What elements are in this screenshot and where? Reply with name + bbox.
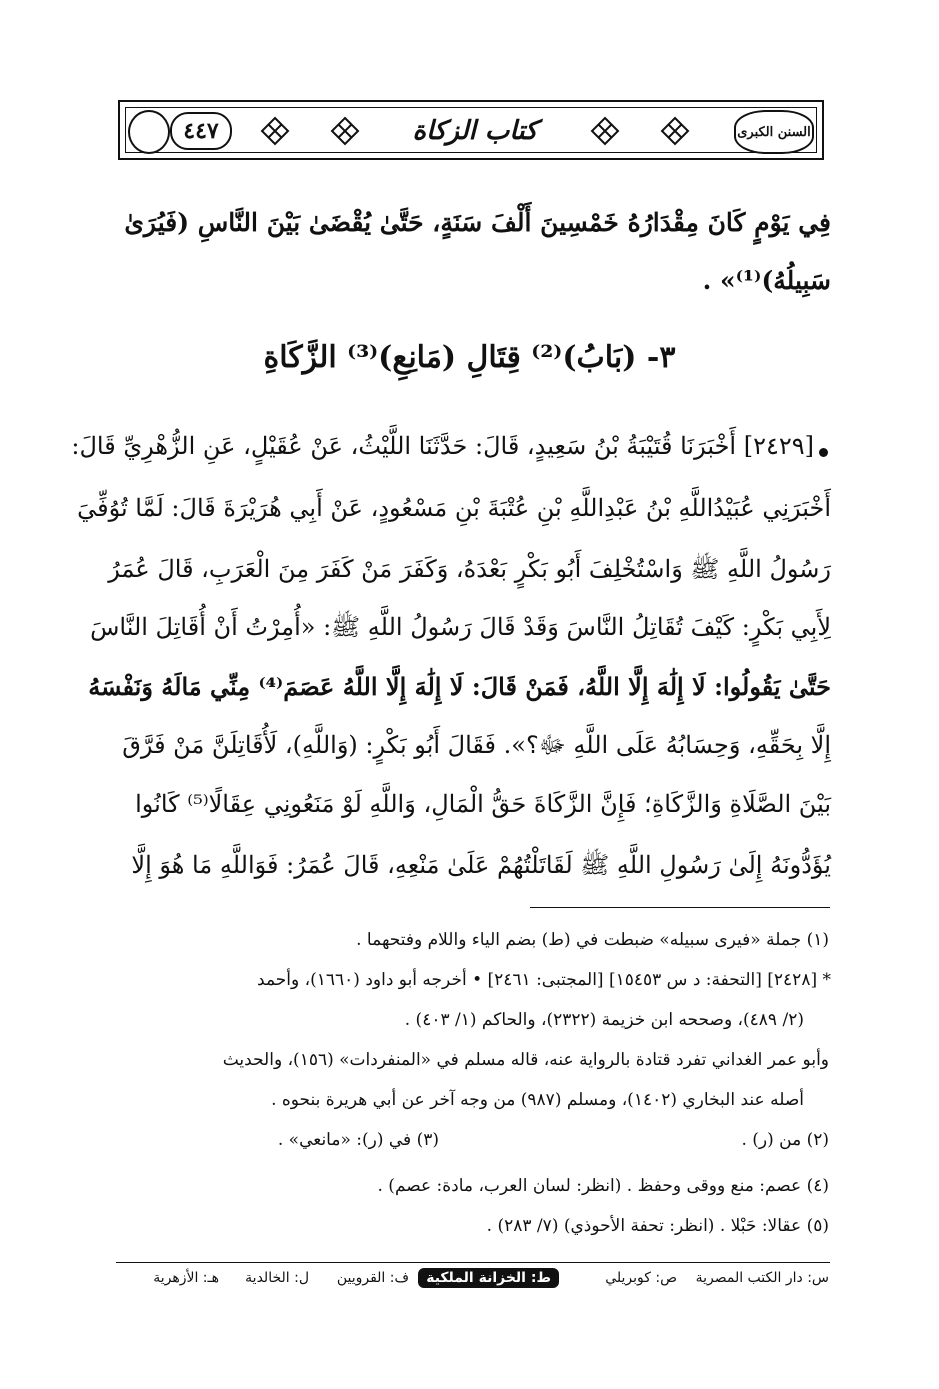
sigla-item-highlighted xyxy=(418,1270,559,1286)
hadith-line: حَتَّىٰ يَقُولُوا: لَا إِلَٰهَ إِلَّا اللَّهُ، فَمَنْ قَالَ: لَا إِلَٰهَ إِلَّا اللَّهُ عَصَمَ⁽⁴⁾ مِنِّي مَالَهُ وَنَفْسَهُ xyxy=(88,672,831,701)
page-number: ٤٤٧ xyxy=(170,112,232,150)
sigla-item: س: دار الكتب المصرية xyxy=(695,1270,829,1286)
footnote: (٤) عصم: منع ووقى وحفظ . (انظر: لسان العرب، مادة: عصم) . xyxy=(377,1176,829,1196)
series-logo-text: السنن الكبرى xyxy=(737,124,811,140)
sigla-item: هـ: الأزهرية xyxy=(153,1270,219,1286)
footnote: أصله عند البخاري (١٤٠٢)، ومسلم (٩٨٧) من وجه آخر عن أبي هريرة بنحوه . xyxy=(271,1090,804,1110)
footnote: (٥) عقالا: حَبْلا . (انظر: تحفة الأحوذي) (٧/ ٢٨٣) . xyxy=(486,1216,829,1236)
footnote: (١) جملة «فيرى سبيله» ضبطت في (ط) بضم الياء واللام وفتحهما . xyxy=(356,930,829,950)
book-title: كتاب الزكاة xyxy=(412,116,538,146)
hadith-line: أَخْبَرَنِي عُبَيْدُاللَّهِ بْنُ عَبْدِاللَّهِ بْنِ عُتْبَةَ بْنِ مَسْعُودٍ، عَنْ أَبِي هُرَيْرَةَ قَالَ: لَمَّا تُوُفِّيَ xyxy=(77,494,831,522)
footnote: وأبو عمر الغداني تفرد قتادة بالرواية عنه، قاله مسلم في «المنفردات» (١٥٦)، والحديث xyxy=(222,1050,829,1070)
series-logo xyxy=(734,110,814,154)
footnote: (٢/ ٤٨٩)، وصححه ابن خزيمة (٢٣٢٢)، والحاكم (١/ ٤٠٣) . xyxy=(404,1010,804,1030)
hadith-bullet-icon xyxy=(819,448,828,457)
header-frame xyxy=(118,100,824,160)
hadith-line: يُؤَدُّونَهُ إِلَىٰ رَسُولِ اللَّهِ ﷺ لَقَاتَلْتُهُمْ عَلَىٰ مَنْعِهِ، قَالَ عُمَرُ: فَوَاللَّهِ مَا هُوَ إِلَّا xyxy=(131,851,831,879)
knot-ornament-left xyxy=(128,110,170,154)
footnote: (٢) من (ر) . xyxy=(741,1130,829,1150)
sigla-highlight-label: ط: الخزانة الملكية xyxy=(418,1268,559,1288)
footnote: * [٢٤٢٨] [التحفة: د س ١٥٤٥٣] [المجتبى: ٢٤٦١] • أخرجه أبو داود (١٦٦٠)، وأحمد xyxy=(257,970,831,990)
hadith-line: لِأَبِي بَكْرٍ: كَيْفَ تُقَاتِلُ النَّاسَ وَقَدْ قَالَ رَسُولُ اللَّهِ ﷺ: «أُمِرْتُ أَنْ أُقَاتِلَ النَّاسَ xyxy=(90,613,831,641)
footnote-separator xyxy=(530,907,830,908)
chapter-heading: ٣- (بَابُ)⁽²⁾ قِتَالِ (مَانِعِ)⁽³⁾ الزَّكَاةِ xyxy=(263,340,676,375)
hadith-line: بَيْنَ الصَّلَاةِ وَالزَّكَاةِ؛ فَإِنَّ الزَّكَاةَ حَقُّ الْمَالِ، وَاللَّهِ لَوْ مَنَعُونِي عِقَالًا⁽⁵⁾ كَانُوا xyxy=(135,790,831,818)
page-header xyxy=(118,100,828,164)
sigla-item: ف: القرويين xyxy=(336,1270,409,1286)
hadith-line: [٢٤٢٩] أَخْبَرَنَا قُتَيْبَةُ بْنُ سَعِيدٍ، قَالَ: حَدَّثَنَا اللَّيْثُ، عَنْ عُقَيْلٍ، عَنِ الزُّهْرِيِّ قَالَ: xyxy=(71,432,814,460)
knot-ornament-icon xyxy=(330,116,360,146)
sigla-item: ص: كوبريلي xyxy=(605,1270,677,1286)
knot-ornament-icon xyxy=(590,116,620,146)
knot-ornament-icon xyxy=(660,116,690,146)
knot-ornament-icon xyxy=(260,116,290,146)
sigla-separator xyxy=(116,1262,830,1263)
sigla-item: ل: الخالدية xyxy=(245,1270,309,1286)
intro-line: سَبِيلُهُ)⁽¹⁾» . xyxy=(702,266,831,295)
hadith-line: رَسُولُ اللَّهِ ﷺ وَاسْتُخْلِفَ أَبُو بَكْرٍ بَعْدَهُ، وَكَفَرَ مَنْ كَفَرَ مِنَ الْعَرَبِ، قَالَ عُمَرُ xyxy=(108,555,831,583)
hadith-line: إِلَّا بِحَقِّهِ، وَحِسَابُهُ عَلَى اللَّهِ ﷻ؟». فَقَالَ أَبُو بَكْرٍ: (وَاللَّهِ)، لَأُقَاتِلَنَّ مَنْ فَرَّقَ xyxy=(122,731,831,759)
footnote: (٣) في (ر): «مانعي» . xyxy=(277,1130,439,1150)
intro-line: فِي يَوْمٍ كَانَ مِقْدَارُهُ خَمْسِينَ أَلْفَ سَنَةٍ، حَتَّىٰ يُقْضَىٰ بَيْنَ النَّاسِ (فَيُرَىٰ xyxy=(124,208,831,237)
